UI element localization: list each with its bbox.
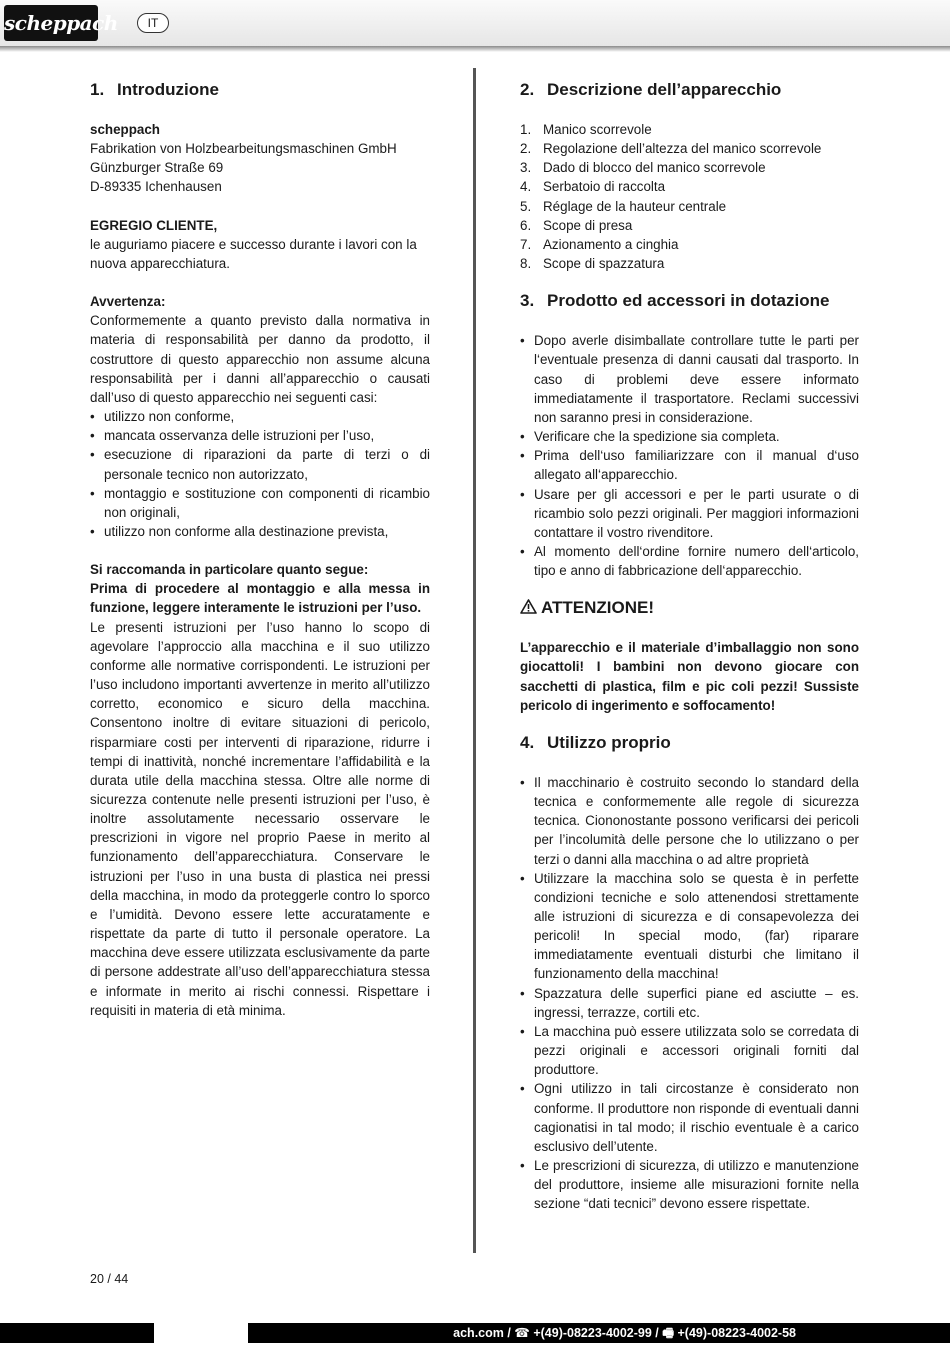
recommendation-bold: Prima di procedere al montaggio e alla messa in funzione, leggere interamente le istruzioni per l’uso.: [90, 581, 430, 616]
list-item: • utilizzo non conforme,: [90, 407, 430, 426]
header-shadow: [0, 46, 950, 52]
recommendation-text: Le presenti istruzioni per l’uso hanno lo scopo di agevolare l’approccio alla macchina e il suo utilizzo conforme alle normative corrispondenti. Le istruzioni per l’uso includono importanti avvertenze in merito all’utilizzo corretto, economico e sicuro della macchina. Consentono inoltre di evitare situazioni di pericolo, risparmiare costi per interventi di riparazione, ridurre i tempi di inattività, nonché incrementare l’affidabilità e la durata utile della macchina stessa. Oltre alle norme di sicurezza contenute nelle presenti istruzioni per l’uso, è inoltre assolutamente necessario osservare le prescrizioni in vigore nel proprio Paese in merito al funzionamento dell’apparecchiatura. Conservare le istruzioni per l’uso in una busta di plastica nei pressi della macchina, in modo da proteggerle contro lo sporco e l’umidità. Devono essere lette accuratamente e rispettate da parte di tutto il personale operatore. La macchina deve essere utilizzata esclusivamente da parte di persone addestrate all’uso dell’apparecchiatura stessa e informate in merito ai rischi connessi. Rispettare i requisiti in materia di età minima.: [90, 619, 430, 1018]
address-line: Günzburger Straße 69: [90, 160, 224, 176]
list-item: 4. Serbatoio di raccolta: [520, 179, 666, 195]
list-item: 5. Réglage de la hauteur centrale: [520, 198, 727, 214]
warning-text: Conformemente a quanto previsto dalla normativa in materia di responsabilità per danno da prodotto, il costruttore di questo apparecchio non assume alcuna responsabilità per i danni all’apparecchio o causati dall’uso di questo apparecchio nei seguenti casi:: [90, 313, 430, 405]
list-item: 1. Manico scorrevole: [520, 122, 652, 137]
list-item: • Prima dell‘uso familiarizzare con il manual d‘uso allegato all‘apparecchio.: [520, 446, 859, 484]
list-item: 3. Dado di blocco del manico scorrevole: [520, 160, 766, 176]
language-badge: IT: [137, 13, 169, 33]
list-item: • Il macchinario è costruito secondo lo standard della tecnica e conformemente alle regole di sicurezza tecnica. Ciononostante possono verificarsi dei pericoli per l’incolumità delle persone che lo utilizzano o per terzi o danni alla macchina o ad altre proprietà: [520, 773, 859, 869]
list-item: • Verificare che la spedizione sia completa.: [520, 427, 859, 446]
list-item: • La macchina può essere utilizzata solo se corredata di pezzi originali e accessori originali forniti dal produttore.: [520, 1022, 859, 1079]
list-item: 8. Scope di spazzatura: [520, 256, 665, 272]
footer-gap: [154, 1323, 248, 1343]
brand-logo: scheppach: [4, 5, 98, 41]
left-column: [90, 80, 430, 1020]
list-item: • Le prescrizioni di sicurezza, di utilizzo e manutenzione del produttore, insieme alle misurazioni fornite nella sezione “dati tecnici” devono essere rispettate.: [520, 1156, 859, 1213]
warning-list: [90, 407, 430, 541]
section-2-heading: 2. Descrizione dell’apparecchio: [520, 80, 782, 99]
parts-list: [520, 120, 859, 273]
company-name: scheppach: [90, 122, 160, 137]
list-item: • montaggio e sostituzione con componenti di ricambio non originali,: [90, 484, 430, 522]
list-item: • Usare per gli accessori e per le parti usurate o di ricambio solo pezzi originali. Per maggiori informazioni contattare il vostro rivenditore.: [520, 485, 859, 542]
list-item: • esecuzione di riparazioni da parte di terzi o di personale tecnico non autorizzato,: [90, 445, 430, 483]
column-divider: [473, 68, 476, 1253]
address-line: D-89335 Ichenhausen: [90, 179, 222, 195]
list-item: • Utilizzare la macchina solo se questa è in perfette condizioni tecniche e solo attenendosi strettamente alle istruzioni di sicurezza e di consapevolezza dei pericoli! In special modo, (far) riparare immediatamente eventuali disturbi che limitano il funzionamento della macchina!: [520, 869, 859, 984]
list-item: 6. Scope di presa: [520, 217, 633, 233]
list-item: • Ogni utilizzo in tali circostanze è considerato non conforme. Il produttore non risponde di eventuali danni cagionatisi in tal modo; il rischio eventuale è a carico esclusivo dell’utente.: [520, 1079, 859, 1156]
attention-heading: ATTENZIONE!: [520, 598, 859, 618]
attention-text: L’apparecchio e il materiale d’imballaggio non sono giocattoli! I bambini non devono giocare con sacchetti di plastica, film e pic coli pezzi! Sussiste pericolo di ingerimento e soffocamento!: [520, 640, 859, 713]
list-item: 7. Azionamento a cinghia: [520, 236, 679, 252]
recommendation-title: Si raccomanda in particolare quanto segue:: [90, 562, 369, 578]
delivery-list: [520, 331, 859, 580]
greeting-text: le auguriamo piacere e successo durante i lavori con la nuova apparecchiatura.: [90, 236, 417, 271]
intended-use-list: [520, 773, 859, 1214]
list-item: • utilizzo non conforme alla destinazione prevista,: [90, 522, 430, 541]
section-1-heading: 1. Introduzione: [90, 80, 219, 99]
footer-contact: ach.com / ☎ +(49)-08223-4002-99 / 🖷 +(49)-08223-4002-58: [453, 1326, 796, 1340]
warning-title: Avvertenza:: [90, 294, 166, 310]
page-header: [0, 0, 950, 46]
address-line: Fabrikation von Holzbearbeitungsmaschinen GmbH: [90, 141, 397, 157]
section-4-heading: 4. Utilizzo proprio: [520, 732, 671, 752]
section-3-heading: 3. Prodotto ed accessori in dotazione: [520, 291, 830, 311]
list-item: 2. Regolazione dell’altezza del manico scorrevole: [520, 141, 822, 157]
warning-triangle-icon: [520, 599, 537, 614]
list-item: • Spazzatura delle superfici piane ed asciutte – es. ingressi, terrazze, cortili etc.: [520, 984, 859, 1022]
list-item: • Dopo averle disimballate controllare tutte le parti per l‘eventuale presenza di danni causati dal trasporto. In caso di problemi deve essere informato immediatamente il trasportatore. Reclami successivi non saranno presi in considerazione.: [520, 331, 859, 427]
right-column: [520, 80, 859, 1214]
greeting-title: EGREGIO CLIENTE,: [90, 217, 218, 233]
list-item: • mancata osservanza delle istruzioni per l’uso,: [90, 426, 430, 445]
list-item: • Al momento dell‘ordine fornire numero dell‘articolo, tipo e anno di fabbricazione dell‘apparecchio.: [520, 542, 859, 580]
page-number: 20 / 44: [90, 1272, 129, 1286]
